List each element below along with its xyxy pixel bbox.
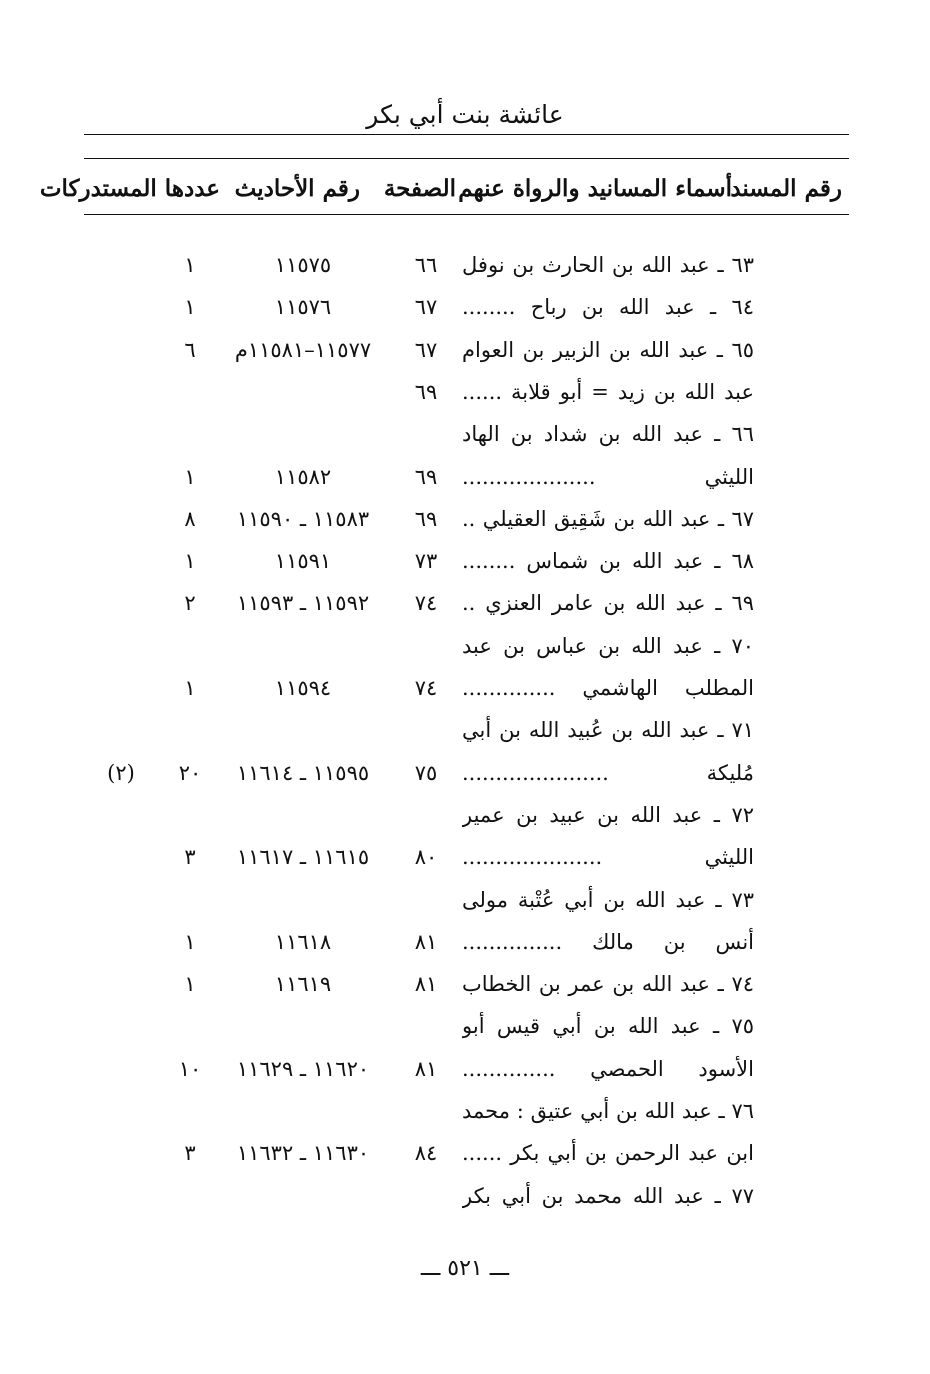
hadith-count: ١ <box>184 972 196 996</box>
entry-name: ٦٩ ـ عبد الله بن عامر العنزي .. <box>462 591 754 615</box>
entry-name: ٧٥ ـ عبد الله بن أبي قيس أبو <box>462 1014 754 1038</box>
mustadrakat-note: (٢) <box>107 761 135 785</box>
page-ref: ٦٧ <box>414 295 438 319</box>
page-ref: ٦٩ <box>414 507 438 531</box>
hadith-count: ٨ <box>184 507 196 531</box>
hadith-count: ١ <box>184 295 196 319</box>
hadith-count: ١ <box>184 465 196 489</box>
hadith-count: ١ <box>184 549 196 573</box>
entry-name: مُليكة ...................... <box>462 761 754 785</box>
entry-name: ابن عبد الرحمن بن أبي بكر ...... <box>462 1141 754 1165</box>
entry-name: عبد الله بن زيد = أبو قلابة ...... <box>462 380 754 404</box>
page-ref: ٦٩ <box>414 380 438 404</box>
hadith-count: ٢٠ <box>178 761 202 785</box>
entry-name: ٧٢ ـ عبد الله بن عبيد بن عمير <box>462 803 754 827</box>
hadith-range: ١١٥٧٥ <box>274 253 332 277</box>
entry-name: أنس بن مالك ............... <box>462 930 754 954</box>
entry-name: الليثي ..................... <box>462 845 754 869</box>
entry-name: ٧٤ ـ عبد الله بن عمر بن الخطاب <box>462 972 754 996</box>
hadith-range: ١١٦١٩ <box>274 972 332 996</box>
hadith-count: ١٠ <box>178 1057 202 1081</box>
entry-name: ٧٦ ـ عبد الله بن أبي عتيق : محمد <box>462 1099 754 1123</box>
page-ref: ٧٣ <box>414 549 438 573</box>
hadith-range: ١١٥٨٣ ـ ١١٥٩٠ <box>236 507 370 531</box>
entry-name: الليثي .................... <box>462 465 754 489</box>
hadith-range: ١١٥٩١ <box>274 549 332 573</box>
entry-name: ٧٣ ـ عبد الله بن أبي عُتْبة مولى <box>462 888 754 912</box>
column-header-count-mustadrakat: عددها المستدركات <box>39 175 220 202</box>
column-header-page: الصفحة <box>383 175 456 202</box>
page-ref: ٨١ <box>414 930 438 954</box>
page-ref: ٧٤ <box>414 591 438 615</box>
entry-name: ٧٧ ـ عبد الله محمد بن أبي بكر <box>462 1184 754 1208</box>
entry-name: ٦٨ ـ عبد الله بن شماس ........ <box>462 549 754 573</box>
entry-name: ٦٣ ـ عبد الله بن الحارث بن نوفل <box>462 253 754 277</box>
hadith-range: ١١٦١٨ <box>274 930 332 954</box>
hadith-count: ٣ <box>184 845 196 869</box>
page-ref: ٨٤ <box>414 1141 438 1165</box>
hadith-range: ١١٥٩٥ ـ ١١٦١٤ <box>236 761 370 785</box>
page-ref: ٨٠ <box>414 845 438 869</box>
hadith-range: ١١٦٣٠ ـ ١١٦٣٢ <box>236 1141 370 1165</box>
entry-name: الأسود الحمصي .............. <box>462 1057 754 1081</box>
column-header-musnad-no: رقم المسند <box>730 175 842 202</box>
page-ref: ٧٤ <box>414 676 438 700</box>
hadith-range: ١١٥٩٤ <box>274 676 332 700</box>
running-title: عائشة بنت أبي بكر <box>366 100 564 129</box>
entry-name: ٦٦ ـ عبد الله بن شداد بن الهاد <box>462 422 754 446</box>
hadith-range: ١١٥٩٢ ـ ١١٥٩٣ <box>236 591 370 615</box>
page-number: ـــ ٥٢١ ـــ <box>420 1256 510 1281</box>
hadith-range: ١١٥٨٢ <box>274 465 332 489</box>
column-header-hadith-nos: رقم الأحاديث <box>234 175 360 202</box>
header-rule-middle <box>84 158 849 159</box>
entry-name: ٧١ ـ عبد الله بن عُبيد الله بن أبي <box>462 718 754 742</box>
hadith-count: ٢ <box>184 591 196 615</box>
hadith-count: ٣ <box>184 1141 196 1165</box>
entry-name: ٦٥ ـ عبد الله بن الزبير بن العوام <box>462 338 754 362</box>
entry-name: المطلب الهاشمي .............. <box>462 676 754 700</box>
column-header-names: أسماء المسانيد والرواة عنهم <box>458 175 732 202</box>
hadith-range: ١١٦٢٠ ـ ١١٦٢٩ <box>236 1057 370 1081</box>
header-rule-bottom <box>84 214 849 215</box>
hadith-range: ١١٥٧٧–١١٥٨١م <box>234 338 372 362</box>
page-ref: ٨١ <box>414 1057 438 1081</box>
header-rule-top <box>84 134 849 135</box>
hadith-count: ١ <box>184 253 196 277</box>
hadith-count: ٦ <box>184 338 196 362</box>
hadith-count: ١ <box>184 930 196 954</box>
entry-name: ٦٧ ـ عبد الله بن شَقِيق العقيلي .. <box>462 507 754 531</box>
page-ref: ٦٩ <box>414 465 438 489</box>
hadith-range: ١١٥٧٦ <box>274 295 332 319</box>
entry-name: ٦٤ ـ عبد الله بن رباح ........ <box>462 295 754 319</box>
page-ref: ٨١ <box>414 972 438 996</box>
hadith-range: ١١٦١٥ ـ ١١٦١٧ <box>236 845 370 869</box>
page-ref: ٦٦ <box>414 253 438 277</box>
hadith-count: ١ <box>184 676 196 700</box>
entry-name: ٧٠ ـ عبد الله بن عباس بن عبد <box>462 634 754 658</box>
page-ref: ٦٧ <box>414 338 438 362</box>
page-ref: ٧٥ <box>414 761 438 785</box>
